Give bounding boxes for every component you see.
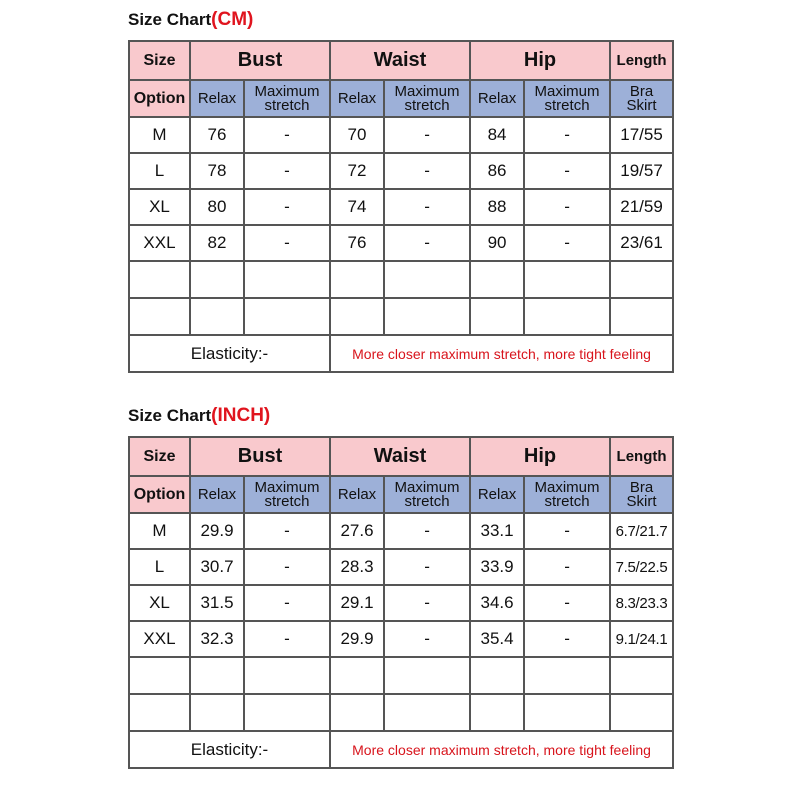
empty-cell [610,298,673,335]
empty-cell [129,298,190,335]
max-stretch-line2: stretch [544,96,590,114]
header-hip: Hip [470,437,610,476]
hip-max-value: - [524,225,610,261]
table-row [129,549,673,585]
bust-relax-value: 78 [190,153,244,189]
max-stretch-line1: Maximum [534,82,600,100]
max-stretch-line2: stretch [264,492,310,510]
empty-cell [190,298,244,335]
empty-row [129,298,673,335]
empty-cell [470,261,524,298]
subheader-hip-relax: Relax [470,476,524,513]
size-option: M [129,117,190,153]
empty-cell [330,298,384,335]
size-option: XXL [129,621,190,657]
subheader-hip-max-stretch [524,476,610,513]
empty-cell [610,694,673,731]
table-row [129,585,673,621]
max-stretch-line1: Maximum [394,478,460,496]
subheader-bust-relax: Relax [190,476,244,513]
subheader-waist-max-stretch [384,476,470,513]
header-bust: Bust [190,41,330,80]
hip-max-value: - [524,117,610,153]
bust-max-value: - [244,153,330,189]
max-stretch-line1: Maximum [254,478,320,496]
empty-cell [330,261,384,298]
table-row [129,189,673,225]
bust-max-value: - [244,117,330,153]
empty-cell [524,261,610,298]
bust-relax-value: 82 [190,225,244,261]
header-bust: Bust [190,437,330,476]
empty-cell [384,298,470,335]
chart-title [128,405,270,427]
empty-cell [610,657,673,694]
bust-max-value: - [244,513,330,549]
empty-cell [330,694,384,731]
hip-relax-value: 86 [470,153,524,189]
empty-cell [524,657,610,694]
empty-cell [330,657,384,694]
length-value: 21/59 [610,189,673,225]
length-value: 7.5/22.5 [610,549,673,585]
elasticity-label: Elasticity:- [129,731,330,768]
waist-relax-value: 27.6 [330,513,384,549]
header-hip: Hip [470,41,610,80]
chart-unit: (CM) [211,9,254,30]
size-table [128,40,674,373]
bra-label: Bra [629,82,654,100]
length-value: 9.1/24.1 [610,621,673,657]
header-option: Option [129,80,190,117]
empty-cell [190,694,244,731]
chart-title [128,9,253,31]
header-waist: Waist [330,41,470,80]
empty-cell [244,261,330,298]
empty-cell [384,261,470,298]
waist-max-value: - [384,513,470,549]
elasticity-row [129,335,673,372]
subheader-hip-max-stretch [524,80,610,117]
elasticity-note: More closer maximum stretch, more tight feeling [330,731,673,768]
empty-cell [470,694,524,731]
hip-relax-value: 90 [470,225,524,261]
subheader-bra-skirt [610,80,673,117]
header-size: Size [129,437,190,476]
empty-cell [524,694,610,731]
empty-cell [190,657,244,694]
length-value: 6.7/21.7 [610,513,673,549]
empty-cell [244,657,330,694]
table-row [129,153,673,189]
header-option: Option [129,476,190,513]
size-table [128,436,674,769]
length-value: 17/55 [610,117,673,153]
bust-relax-value: 76 [190,117,244,153]
waist-max-value: - [384,621,470,657]
subheader-bust-max-stretch [244,476,330,513]
max-stretch-line1: Maximum [534,478,600,496]
chart-unit: (INCH) [211,405,271,426]
subheader-hip-relax: Relax [470,80,524,117]
table-row [129,117,673,153]
empty-row [129,261,673,298]
hip-max-value: - [524,189,610,225]
length-value: 23/61 [610,225,673,261]
header-waist: Waist [330,437,470,476]
subheader-waist-relax: Relax [330,80,384,117]
waist-max-value: - [384,549,470,585]
length-value: 19/57 [610,153,673,189]
max-stretch-line1: Maximum [254,82,320,100]
empty-cell [524,298,610,335]
subheader-bust-relax: Relax [190,80,244,117]
empty-cell [244,694,330,731]
max-stretch-line1: Maximum [394,82,460,100]
empty-row [129,657,673,694]
skirt-label: Skirt [626,96,657,114]
size-option: XL [129,189,190,225]
table-row [129,225,673,261]
bra-label: Bra [629,478,654,496]
waist-max-value: - [384,189,470,225]
hip-relax-value: 84 [470,117,524,153]
subheader-waist-relax: Relax [330,476,384,513]
size-option: L [129,153,190,189]
hip-relax-value: 33.1 [470,513,524,549]
table-row [129,513,673,549]
waist-max-value: - [384,153,470,189]
empty-cell [190,261,244,298]
waist-relax-value: 74 [330,189,384,225]
elasticity-note: More closer maximum stretch, more tight feeling [330,335,673,372]
empty-cell [129,657,190,694]
waist-relax-value: 28.3 [330,549,384,585]
bust-max-value: - [244,189,330,225]
hip-max-value: - [524,621,610,657]
hip-max-value: - [524,585,610,621]
max-stretch-line2: stretch [404,96,450,114]
empty-row [129,694,673,731]
hip-max-value: - [524,153,610,189]
header-length: Length [610,41,673,80]
subheader-bra-skirt [610,476,673,513]
elasticity-label: Elasticity:- [129,335,330,372]
max-stretch-line2: stretch [264,96,310,114]
empty-cell [384,694,470,731]
empty-cell [244,298,330,335]
hip-max-value: - [524,513,610,549]
bust-relax-value: 30.7 [190,549,244,585]
waist-max-value: - [384,117,470,153]
waist-relax-value: 72 [330,153,384,189]
waist-relax-value: 29.9 [330,621,384,657]
hip-relax-value: 88 [470,189,524,225]
waist-relax-value: 29.1 [330,585,384,621]
subheader-bust-max-stretch [244,80,330,117]
empty-cell [470,298,524,335]
hip-max-value: - [524,549,610,585]
bust-max-value: - [244,621,330,657]
waist-max-value: - [384,585,470,621]
header-length: Length [610,437,673,476]
header-size: Size [129,41,190,80]
bust-max-value: - [244,549,330,585]
empty-cell [129,694,190,731]
size-option: XL [129,585,190,621]
length-value: 8.3/23.3 [610,585,673,621]
hip-relax-value: 35.4 [470,621,524,657]
empty-cell [610,261,673,298]
hip-relax-value: 34.6 [470,585,524,621]
empty-cell [470,657,524,694]
bust-relax-value: 29.9 [190,513,244,549]
skirt-label: Skirt [626,492,657,510]
bust-max-value: - [244,225,330,261]
empty-cell [384,657,470,694]
bust-max-value: - [244,585,330,621]
bust-relax-value: 32.3 [190,621,244,657]
bust-relax-value: 31.5 [190,585,244,621]
subheader-waist-max-stretch [384,80,470,117]
chart-title-text: Size Chart [128,10,212,29]
size-option: L [129,549,190,585]
waist-relax-value: 76 [330,225,384,261]
max-stretch-line2: stretch [404,492,450,510]
size-option: M [129,513,190,549]
empty-cell [129,261,190,298]
bust-relax-value: 80 [190,189,244,225]
table-row [129,621,673,657]
waist-max-value: - [384,225,470,261]
size-option: XXL [129,225,190,261]
max-stretch-line2: stretch [544,492,590,510]
waist-relax-value: 70 [330,117,384,153]
chart-title-text: Size Chart [128,406,212,425]
hip-relax-value: 33.9 [470,549,524,585]
elasticity-row [129,731,673,768]
